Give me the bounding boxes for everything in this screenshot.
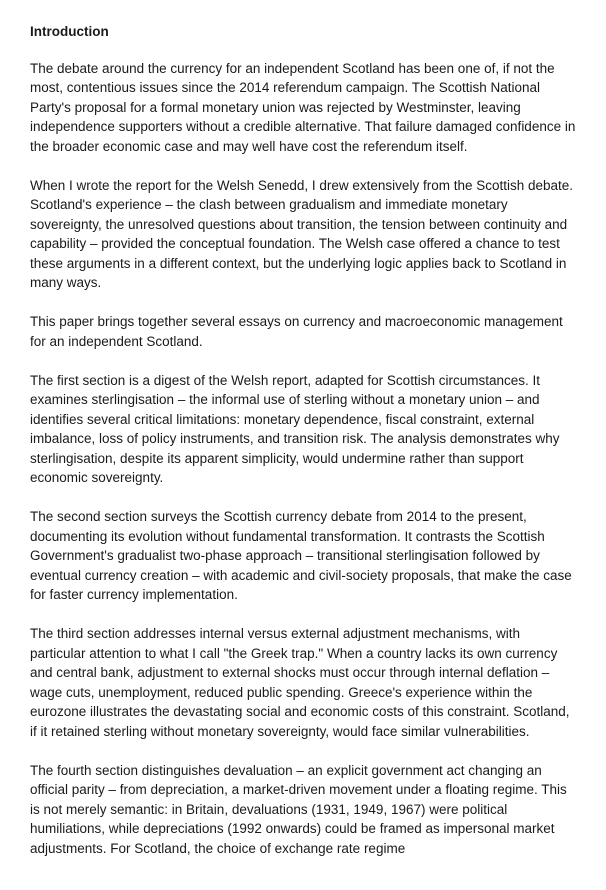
paragraph-2: When I wrote the report for the Welsh Senedd, I drew extensively from the Scottish debate. Scotland's experience – the clash between gradualism and immediate monetary sovereignty, the unresolved questions about transition, the tension between continuity and capability – provided the conceptual foundation. The Welsh case offered a chance to test these arguments in a different context, but the underlying logic applies back to Scotland in many ways. [30,177,574,290]
paragraph-6: The third section addresses internal versus external adjustment mechanisms, with particular attention to what I call "the Greek trap." When a country lacks its own currency and central bank, adjustment to external shocks must occur through internal deflation – wage cuts, unemployment, reduced public spending. Greece's experience within the eurozone illustrates the devastating social and economic costs of this constraint. Scotland, if it retained sterling without monetary sovereignty, would face similar vulnerabilities. [30,626,570,739]
paragraph-5: The second section surveys the Scottish currency debate from 2014 to the present, documenting its evolution without fundamental transformation. It contrasts the Scottish Government's gradualist two-phase approach – transitional sterlingisation followed by eventual currency creation – with academic and civil-society proposals, that make the case for faster currency implementation. [30,509,572,602]
paragraph-3: This paper brings together several essays on currency and macroeconomic management for an independent Scotland. [30,314,563,349]
paragraph-7: The fourth section distinguishes devaluation – an explicit government act changing an official parity – from depreciation, a market-driven movement under a floating regime. This is not merely semantic: in Britain, devaluations (1931, 1949, 1967) were political humiliations, while depreciations (1992 onwards) could be framed as impersonal market adjustments. For Scotland, the choice of exchange rate regime [30,762,567,856]
section-heading: Introduction [30,24,109,39]
paragraph-4: The first section is a digest of the Welsh report, adapted for Scottish circumstances. It examines sterlingisation – the informal use of sterling without a monetary union – and identifies several critical limitations: monetary dependence, fiscal constraint, external imbalance, loss of policy instruments, and transition risk. The analysis demonstrates why sterlingisation, despite its apparent simplicity, would undermine rather than support economic sovereignty. [30,372,560,485]
document-page [30,22,576,878]
paragraph-1: The debate around the currency for an independent Scotland has been one of, if not the most, contentious issues since the 2014 referendum campaign. The Scottish National Party's proposal for a formal monetary union was rejected by Westminster, leaving independence supporters without a credible alternative. That failure damaged confidence in the broader economic case and may well have cost the referendum itself. [30,60,576,154]
